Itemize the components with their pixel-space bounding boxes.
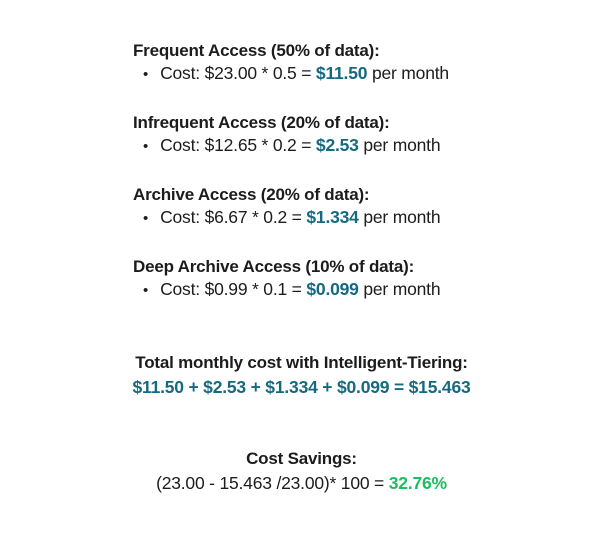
cost-formula-suffix: per month	[367, 63, 449, 83]
cost-formula-prefix: Cost: $6.67 * 0.2 =	[160, 207, 307, 227]
cost-formula-suffix: per month	[358, 279, 441, 299]
tier-cost-text	[160, 278, 440, 301]
cost-value: $2.53	[315, 135, 359, 155]
total-formula: $11.50 + $2.53 + $1.334 + $0.099 = $15.463	[132, 377, 471, 397]
tier-cost-line	[133, 134, 583, 158]
tier-deep-archive-access	[133, 255, 583, 302]
cost-value: $1.334	[306, 207, 359, 227]
cost-formula-prefix: Cost: $12.65 * 0.2 =	[160, 135, 316, 155]
tier-cost-line	[133, 62, 583, 86]
bullet-icon: •	[143, 282, 149, 299]
tier-cost-line	[133, 206, 583, 230]
savings-formula	[0, 471, 603, 496]
tier-cost-text	[160, 62, 449, 85]
tier-heading: Infrequent Access (20% of data):	[133, 113, 390, 132]
tier-cost-line	[133, 278, 583, 302]
bullet-icon: •	[143, 66, 149, 83]
cost-value: $0.099	[306, 279, 359, 299]
cost-formula-prefix: Cost: $0.99 * 0.1 =	[160, 279, 307, 299]
savings-formula-prefix: (23.00 - 15.463 /23.00)* 100 =	[156, 473, 389, 493]
bullet-icon: •	[143, 138, 149, 155]
cost-formula-suffix: per month	[358, 135, 441, 155]
tier-heading: Frequent Access (50% of data):	[133, 41, 380, 60]
tier-cost-text	[160, 134, 440, 157]
bullet-icon: •	[143, 210, 149, 227]
cost-value: $11.50	[315, 63, 368, 83]
total-heading: Total monthly cost with Intelligent-Tiering:	[135, 353, 468, 372]
cost-savings-block	[0, 446, 603, 496]
savings-heading: Cost Savings:	[246, 449, 357, 468]
tier-archive-access	[133, 183, 583, 230]
tier-frequent-access	[133, 39, 583, 86]
tier-heading: Deep Archive Access (10% of data):	[133, 257, 415, 276]
savings-value: 32.76%	[388, 473, 447, 493]
cost-formula-suffix: per month	[358, 207, 441, 227]
tier-infrequent-access	[133, 111, 583, 158]
tier-heading: Archive Access (20% of data):	[133, 185, 370, 204]
cost-formula-prefix: Cost: $23.00 * 0.5 =	[160, 63, 316, 83]
total-monthly-cost-block	[0, 350, 603, 400]
tier-cost-text	[160, 206, 440, 229]
